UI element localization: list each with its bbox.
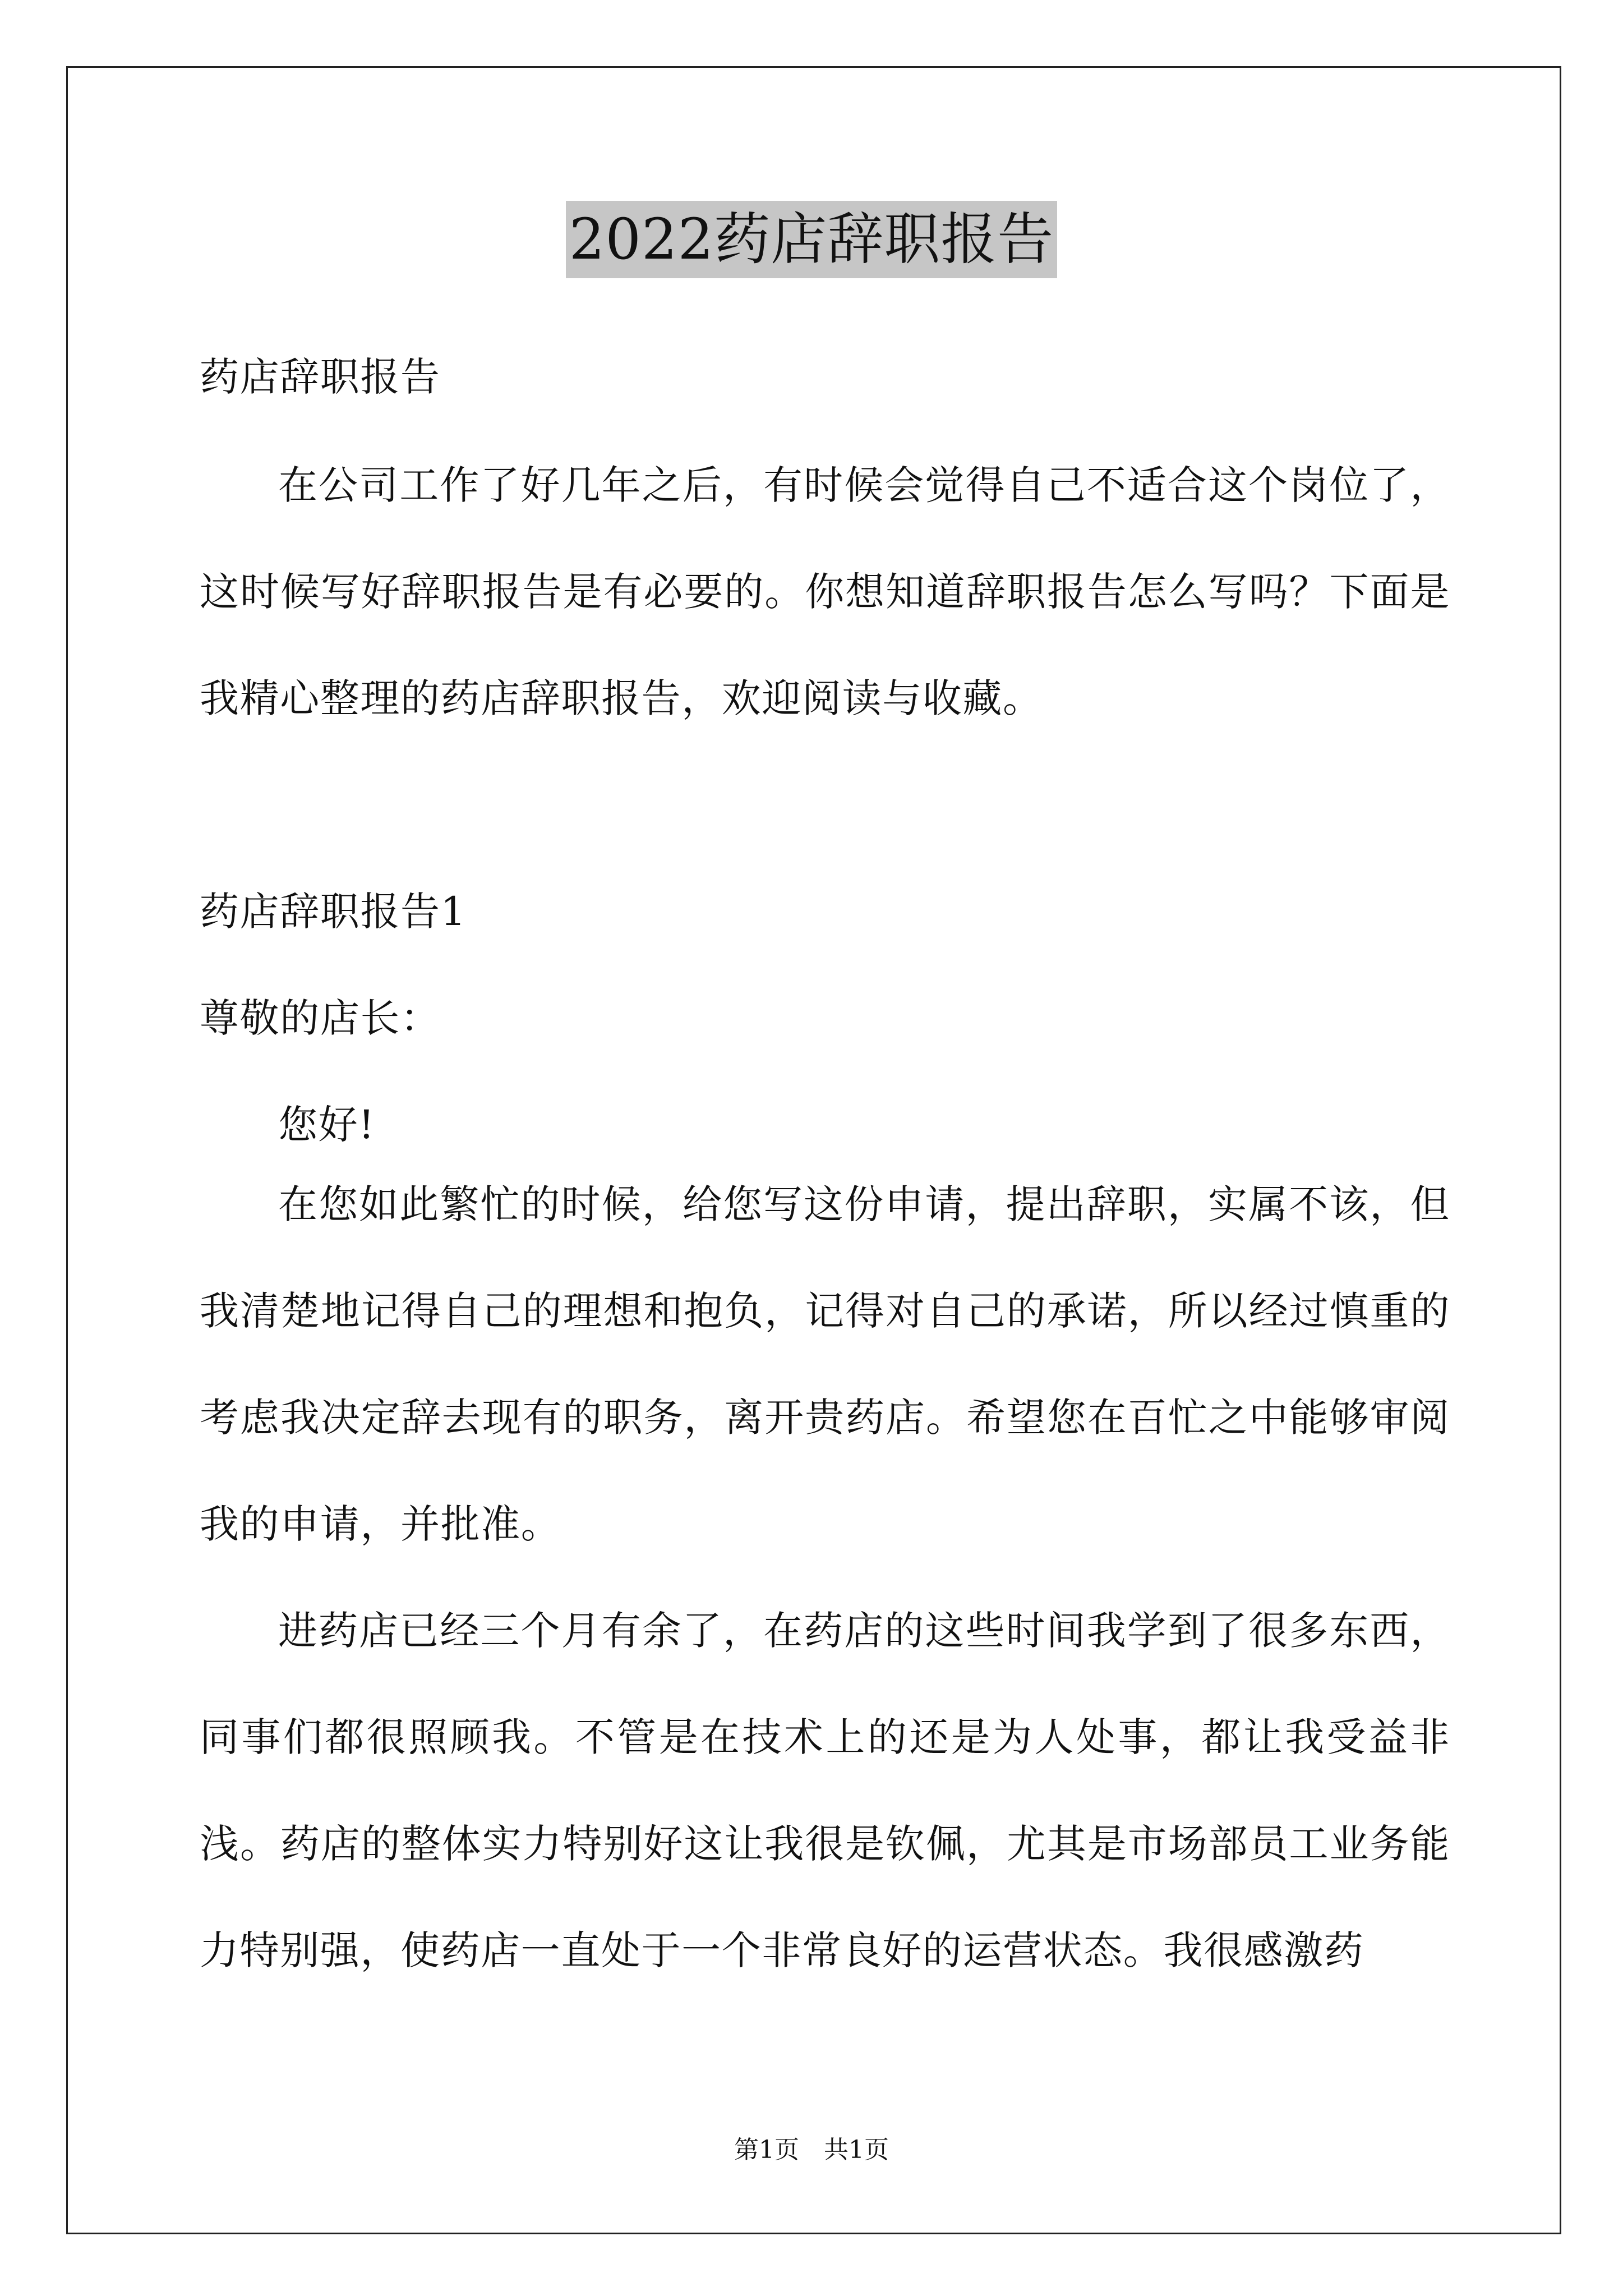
title-container: [0, 201, 1623, 278]
document-title: 2022药店辞职报告: [566, 201, 1058, 278]
greeting: 您好!: [278, 1102, 375, 1148]
intro-heading: 药店辞职报告: [200, 354, 441, 400]
section-heading: 药店辞职报告1: [200, 889, 467, 935]
intro-paragraph: 在公司工作了好几年之后，有时候会觉得自己不适合这个岗位了，这时候写好辞职报告是有必要的。你想知道辞职报告怎么写吗？下面是我精心整理的药店辞职报告，欢迎阅读与收藏。: [200, 462, 1450, 721]
body-paragraph-2: 进药店已经三个月有余了，在药店的这些时间我学到了很多东西，同事们都很照顾我。不管是在技术上的还是为人处事，都让我受益非浅。药店的整体实力特别好这让我很是钦佩，尤其是市场部员工业务能力特别强，使药店一直处于一个非常良好的运营状态。我很感激药: [200, 1608, 1450, 1973]
page-footer: 第1页 共1页: [734, 2136, 889, 2164]
salutation: 尊敬的店长：: [200, 995, 441, 1041]
body-paragraph-1: 在您如此繁忙的时候，给您写这份申请，提出辞职，实属不该，但我清楚地记得自己的理想和抱负，记得对自己的承诺，所以经过慎重的考虑我决定辞去现有的职务，离开贵药店。希望您在百忙之中能够审阅我的申请，并批准。: [200, 1181, 1450, 1547]
